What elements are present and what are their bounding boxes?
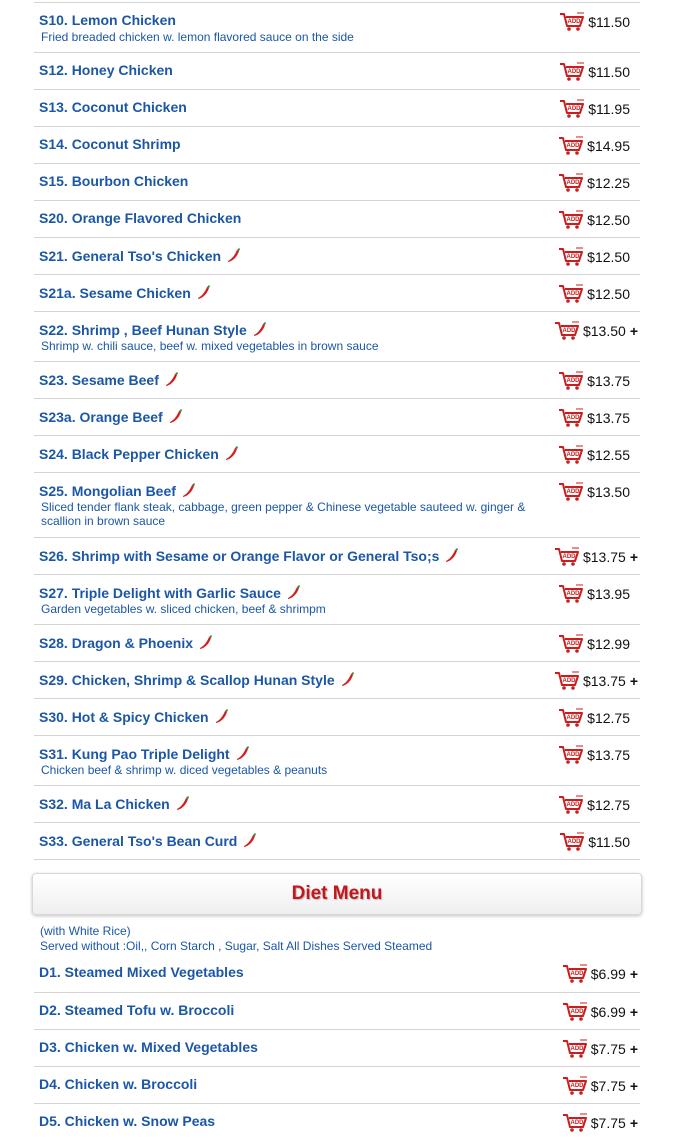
- menu-item-row: [34, 2, 640, 52]
- item-name-text[interactable]: D4. Chicken w. Broccoli: [39, 1076, 198, 1092]
- chili-pepper-icon: [174, 795, 190, 811]
- svg-text:ADD: ADD: [566, 180, 580, 186]
- menu-item-row: [34, 126, 640, 163]
- item-name-text[interactable]: S21a. Sesame Chicken: [39, 285, 191, 301]
- price-box: [558, 173, 630, 195]
- item-name-text[interactable]: D2. Steamed Tofu w. Broccoli: [39, 1002, 235, 1018]
- chili-pepper-icon: [225, 247, 241, 263]
- more-options-plus[interactable]: +: [629, 1078, 638, 1094]
- item-name[interactable]: [39, 12, 176, 28]
- price-box: [562, 1076, 638, 1098]
- menu-item-row: [34, 398, 640, 435]
- menu-item-row: [34, 698, 640, 735]
- more-options-plus[interactable]: +: [629, 323, 638, 339]
- svg-text:ADD: ADD: [562, 328, 576, 334]
- item-name-text[interactable]: S27. Triple Delight with Garlic Sauce: [39, 585, 281, 601]
- item-name[interactable]: [39, 408, 183, 425]
- item-name[interactable]: [39, 634, 213, 651]
- item-name-text[interactable]: S25. Mongolian Beef: [39, 483, 176, 499]
- add-to-cart-icon[interactable]: [562, 1039, 588, 1059]
- svg-text:ADD: ADD: [566, 143, 580, 149]
- item-name-text[interactable]: S28. Dragon & Phoenix: [39, 635, 194, 651]
- price-box: [558, 371, 630, 393]
- item-name-text[interactable]: S23. Sesame Beef: [39, 372, 159, 388]
- price-box: [554, 547, 638, 569]
- add-to-cart-icon[interactable]: [558, 482, 584, 502]
- menu-item-row: [34, 361, 640, 398]
- item-name[interactable]: [39, 99, 187, 115]
- item-price: $12.75: [587, 710, 630, 726]
- item-name[interactable]: [39, 284, 211, 301]
- more-options-plus[interactable]: +: [629, 1004, 638, 1020]
- price-box: [554, 671, 638, 693]
- add-to-cart-icon[interactable]: [559, 99, 585, 119]
- diet-menu-heading: [32, 873, 642, 915]
- item-price: $7.75: [590, 1115, 626, 1131]
- item-price: $12.25: [587, 175, 630, 191]
- svg-text:ADD: ADD: [570, 1120, 584, 1126]
- item-description: Shrimp w. chili sauce, beef w. mixed vegetables in brown sauce: [41, 339, 379, 353]
- add-to-cart-icon[interactable]: [558, 408, 584, 428]
- item-name[interactable]: [39, 795, 190, 812]
- item-price: $13.95: [587, 586, 630, 602]
- item-description: Chicken beef & shrimp w. diced vegetables & peanuts: [41, 763, 328, 777]
- item-price: $12.50: [587, 249, 630, 265]
- item-name-text[interactable]: S12. Honey Chicken: [39, 62, 173, 78]
- svg-text:ADD: ADD: [566, 254, 580, 260]
- item-price: $12.99: [587, 636, 630, 652]
- svg-text:ADD: ADD: [570, 1083, 584, 1089]
- add-to-cart-icon[interactable]: [562, 964, 588, 984]
- add-to-cart-icon[interactable]: [558, 284, 584, 304]
- svg-text:ADD: ADD: [566, 217, 580, 223]
- item-price: $7.75: [590, 1078, 626, 1094]
- item-price: $13.50: [587, 484, 630, 500]
- item-price: $13.75: [582, 549, 626, 565]
- add-to-cart-icon[interactable]: [562, 1113, 588, 1133]
- svg-text:ADD: ADD: [566, 802, 580, 808]
- item-price: $6.99: [590, 966, 626, 982]
- price-box: [558, 408, 630, 430]
- add-to-cart-icon[interactable]: [559, 62, 585, 82]
- item-price: $11.50: [588, 14, 630, 30]
- svg-text:ADD: ADD: [566, 591, 580, 597]
- svg-text:ADD: ADD: [566, 291, 580, 297]
- item-price: $12.50: [587, 286, 630, 302]
- menu-list: [34, 2, 640, 861]
- add-to-cart-icon[interactable]: [558, 795, 584, 815]
- item-name-text[interactable]: S21. General Tso's Chicken: [39, 248, 222, 264]
- price-box: [558, 284, 630, 306]
- item-name[interactable]: [39, 1113, 215, 1129]
- diet-item-row: [34, 1029, 640, 1066]
- item-name-text[interactable]: D1. Steamed Mixed Vegetables: [39, 964, 244, 980]
- menu-item-row: [34, 89, 640, 126]
- menu-item-row: [34, 624, 640, 661]
- item-name-text[interactable]: S26. Shrimp with Sesame or Orange Flavor or General Tso;s: [39, 548, 440, 564]
- svg-text:ADD: ADD: [566, 752, 580, 758]
- svg-text:ADD: ADD: [562, 554, 576, 560]
- item-name[interactable]: [39, 1002, 234, 1018]
- add-to-cart-icon[interactable]: [554, 547, 580, 567]
- price-box: [558, 210, 630, 232]
- price-box: [558, 482, 630, 504]
- menu-item-row: [34, 785, 640, 822]
- chili-pepper-icon: [234, 745, 250, 761]
- svg-text:ADD: ADD: [567, 839, 581, 845]
- add-to-cart-icon[interactable]: [558, 445, 584, 465]
- diet-item-row: [34, 1103, 640, 1140]
- item-price: $6.99: [590, 1004, 626, 1020]
- menu-item-row: [34, 735, 640, 785]
- item-name-text[interactable]: D3. Chicken w. Mixed Vegetables: [39, 1039, 258, 1055]
- add-to-cart-icon[interactable]: [558, 136, 584, 156]
- price-box: [562, 1002, 638, 1024]
- more-options-plus[interactable]: +: [629, 1041, 638, 1057]
- item-name-text[interactable]: S29. Chicken, Shrimp & Scallop Hunan Style: [39, 672, 335, 688]
- svg-text:ADD: ADD: [567, 69, 581, 75]
- item-name-text[interactable]: S13. Coconut Chicken: [39, 99, 187, 115]
- item-name[interactable]: [39, 832, 257, 849]
- more-options-plus[interactable]: +: [629, 1115, 638, 1131]
- item-description: Sliced tender flank steak, cabbage, green pepper & Chinese vegetable sauteed w. ginger & scallion in brown sauce: [41, 500, 526, 528]
- add-to-cart-icon[interactable]: [558, 745, 584, 765]
- item-price: $12.55: [587, 447, 630, 463]
- menu-item-row: [34, 163, 640, 200]
- price-box: [558, 247, 630, 269]
- chili-pepper-icon: [223, 445, 239, 461]
- item-name[interactable]: [39, 136, 181, 152]
- svg-text:ADD: ADD: [567, 19, 581, 25]
- chili-pepper-icon: [241, 832, 257, 848]
- svg-text:ADD: ADD: [566, 415, 580, 421]
- add-to-cart-icon[interactable]: [558, 247, 584, 267]
- price-box: [558, 634, 630, 656]
- item-name-text[interactable]: S22. Shrimp , Beef Hunan Style: [39, 322, 247, 338]
- item-price: $7.75: [590, 1041, 626, 1057]
- add-to-cart-icon[interactable]: [558, 708, 584, 728]
- item-name-text[interactable]: S23a. Orange Beef: [39, 409, 163, 425]
- item-price: $13.75: [587, 373, 630, 389]
- item-name-text[interactable]: S24. Black Pepper Chicken: [39, 446, 219, 462]
- item-price: $14.95: [587, 138, 630, 154]
- item-description: Fried breaded chicken w. lemon flavored sauce on the side: [41, 30, 354, 44]
- item-name[interactable]: [39, 745, 250, 762]
- more-options-plus[interactable]: +: [629, 549, 638, 565]
- chili-pepper-icon: [285, 584, 301, 600]
- menu-item-row: [34, 311, 640, 361]
- item-description: Garden vegetables w. sliced chicken, beef & shrimpm: [41, 602, 326, 616]
- price-box: [559, 99, 630, 121]
- menu-item-row: [34, 574, 640, 624]
- item-price: $13.50: [582, 323, 626, 339]
- chili-pepper-icon: [443, 547, 459, 563]
- diet-menu-title: Diet Menu: [291, 883, 383, 904]
- item-name[interactable]: [39, 445, 239, 462]
- chili-pepper-icon: [197, 634, 213, 650]
- diet-item-row: [34, 955, 640, 992]
- menu-item-row: [34, 200, 640, 237]
- chili-pepper-icon: [163, 371, 179, 387]
- more-options-plus[interactable]: +: [629, 966, 638, 982]
- item-name[interactable]: [39, 1039, 258, 1055]
- item-price: $11.50: [588, 834, 630, 850]
- svg-text:ADD: ADD: [567, 106, 581, 112]
- diet-note-served: Served without :Oil,, Corn Starch , Sugar, Salt All Dishes Served Steamed: [40, 939, 433, 953]
- item-name[interactable]: [39, 671, 355, 688]
- menu-item-row: [34, 537, 640, 574]
- price-box: [558, 745, 630, 767]
- chili-pepper-icon: [213, 708, 229, 724]
- price-box: [558, 795, 630, 817]
- item-name[interactable]: [39, 708, 229, 725]
- item-name[interactable]: [39, 62, 173, 78]
- item-name-text[interactable]: S31. Kung Pao Triple Delight: [39, 746, 230, 762]
- menu-item-row: [34, 52, 640, 89]
- svg-text:ADD: ADD: [566, 378, 580, 384]
- add-to-cart-icon[interactable]: [559, 832, 585, 852]
- add-to-cart-icon[interactable]: [554, 671, 580, 691]
- item-name-text[interactable]: S32. Ma La Chicken: [39, 796, 170, 812]
- item-name[interactable]: [39, 547, 459, 564]
- item-name[interactable]: [39, 964, 244, 980]
- item-name[interactable]: [39, 482, 196, 499]
- svg-text:ADD: ADD: [570, 1046, 584, 1052]
- item-price: $11.50: [588, 64, 630, 80]
- item-name[interactable]: [39, 584, 301, 601]
- add-to-cart-icon[interactable]: [554, 321, 580, 341]
- price-box: [562, 964, 638, 986]
- svg-text:ADD: ADD: [562, 678, 576, 684]
- chili-pepper-icon: [180, 482, 196, 498]
- menu-item-row: [34, 472, 640, 537]
- item-name-text[interactable]: S14. Coconut Shrimp: [39, 136, 181, 152]
- list-divider: [34, 859, 640, 861]
- item-name-text[interactable]: S10. Lemon Chicken: [39, 12, 176, 28]
- item-price: $12.75: [587, 797, 630, 813]
- item-price: $13.75: [582, 673, 626, 689]
- price-box: [559, 62, 630, 84]
- price-box: [558, 136, 630, 158]
- diet-note-rice: (with White Rice): [40, 924, 131, 938]
- item-name[interactable]: [39, 1076, 197, 1092]
- item-name[interactable]: [39, 371, 179, 388]
- more-options-plus[interactable]: +: [629, 673, 638, 689]
- item-name-text[interactable]: S20. Orange Flavored Chicken: [39, 210, 242, 226]
- menu-item-row: [34, 237, 640, 274]
- item-price: $13.75: [587, 410, 630, 426]
- price-box: [559, 12, 630, 34]
- item-name-text[interactable]: S33. General Tso's Bean Curd: [39, 833, 238, 849]
- price-box: [558, 708, 630, 730]
- svg-text:ADD: ADD: [566, 715, 580, 721]
- price-box: [562, 1113, 638, 1135]
- svg-text:ADD: ADD: [566, 641, 580, 647]
- svg-text:ADD: ADD: [566, 489, 580, 495]
- chili-pepper-icon: [167, 408, 183, 424]
- item-price: $13.75: [587, 747, 630, 763]
- price-box: [562, 1039, 638, 1061]
- item-name[interactable]: [39, 321, 267, 338]
- price-box: [559, 832, 630, 854]
- item-price: $11.95: [588, 101, 630, 117]
- menu-item-row: [34, 435, 640, 472]
- item-name-text[interactable]: S30. Hot & Spicy Chicken: [39, 709, 209, 725]
- add-to-cart-icon[interactable]: [559, 12, 585, 32]
- price-box: [554, 321, 638, 343]
- add-to-cart-icon[interactable]: [562, 1002, 588, 1022]
- menu-item-row: [34, 822, 640, 859]
- item-name[interactable]: [39, 247, 241, 264]
- item-price: $12.50: [587, 212, 630, 228]
- add-to-cart-icon[interactable]: [558, 371, 584, 391]
- chili-pepper-icon: [251, 321, 267, 337]
- add-to-cart-icon[interactable]: [558, 210, 584, 230]
- menu-item-row: [34, 274, 640, 311]
- svg-text:ADD: ADD: [566, 452, 580, 458]
- svg-text:ADD: ADD: [570, 971, 584, 977]
- add-to-cart-icon[interactable]: [562, 1076, 588, 1096]
- menu-item-row: [34, 661, 640, 698]
- chili-pepper-icon: [195, 284, 211, 300]
- diet-item-row: [34, 992, 640, 1029]
- item-name[interactable]: [39, 173, 188, 189]
- svg-text:ADD: ADD: [570, 1009, 584, 1015]
- add-to-cart-icon[interactable]: [558, 634, 584, 654]
- add-to-cart-icon[interactable]: [558, 173, 584, 193]
- add-to-cart-icon[interactable]: [558, 584, 584, 604]
- diet-menu-list: [34, 955, 640, 1140]
- price-box: [558, 445, 630, 467]
- chili-pepper-icon: [339, 671, 355, 687]
- diet-item-row: [34, 1066, 640, 1103]
- item-name-text[interactable]: S15. Bourbon Chicken: [39, 173, 189, 189]
- item-name-text[interactable]: D5. Chicken w. Snow Peas: [39, 1113, 216, 1129]
- item-name[interactable]: [39, 210, 241, 226]
- price-box: [558, 584, 630, 606]
